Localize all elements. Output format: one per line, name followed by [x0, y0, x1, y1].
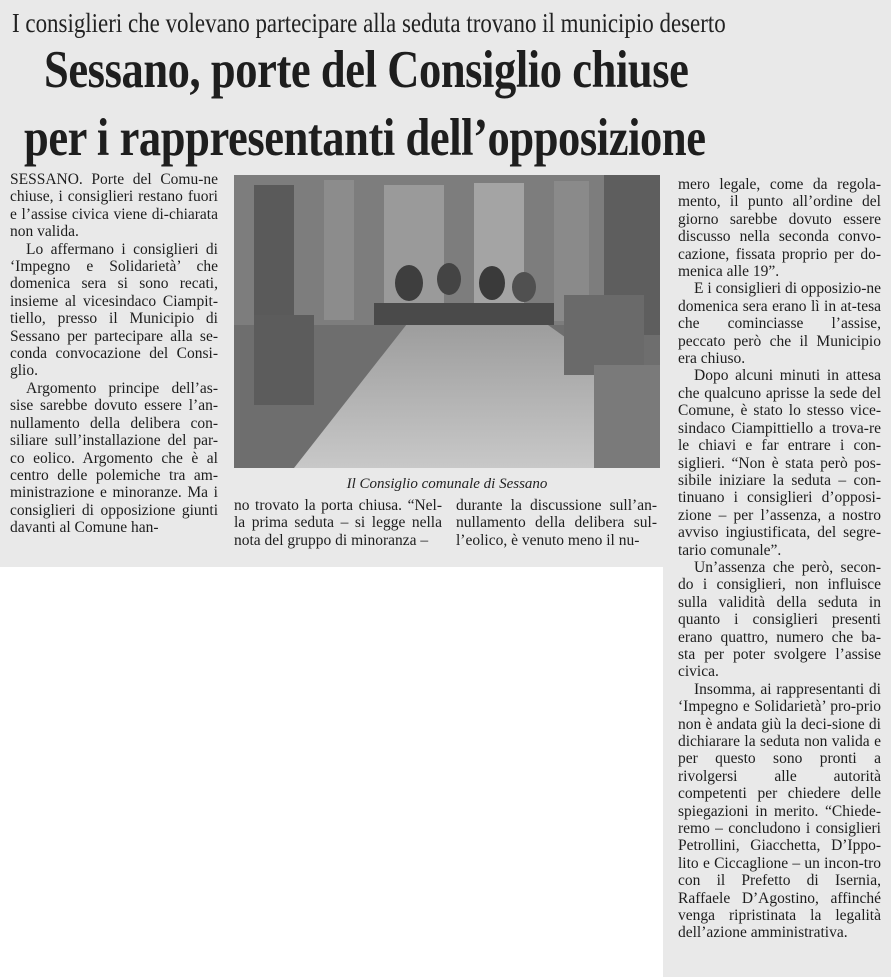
council-room-image: [234, 175, 660, 468]
article-column-4: [678, 176, 881, 942]
paragraph: mero legale, come da regola-mento, il punto all’ordine del giorno sarebbe dovuto essere discusso nella seconda convo-cazione, fissata proprio per do-menica alle 19”.: [678, 176, 881, 281]
article-kicker: I consiglieri che volevano partecipare alla seduta trovano il municipio deserto: [12, 8, 726, 38]
paragraph: SESSANO. Porte del Comu-ne chiuse, i consiglieri restano fuori e l’assise civica viene di-chiarata non valida.: [10, 171, 218, 241]
article-column-1: [10, 171, 218, 537]
headline-line-1: Sessano, porte del Consiglio chiuse: [44, 41, 689, 99]
paragraph: Insomma, ai rappresentanti di ‘Impegno e Solidarietà’ pro-prio non è andata giù la deci-sione di dichiarare la seduta non valida e per questo sono pronti a rivolgersi alle autorità competenti per chiedere delle spiegazioni in merito. “Chiede-remo – concludono i consiglieri Petrollini, Giacchetta, D’Ippo-lito e Ciccaglione – un incon-tro con il Prefetto di Isernia, Raffaele D’Agostino, affinché venga ripristinata la legalità dell’azione amministrativa.: [678, 680, 881, 942]
article-column-3: [456, 497, 657, 549]
photo-caption: Il Consiglio comunale di Sessano: [346, 476, 548, 492]
paragraph: Argomento principe dell’as-sise sarebbe dovuto essere l’an-nullamento della delibera con-siliare sull’installazione del par-co eolico. Argomento che è al centro delle polemiche tra am-ministrazione e minoranze. Ma i consiglieri di opposizione giunti davanti al Comune han-: [10, 379, 218, 537]
paragraph: Lo affermano i consiglieri di ‘Impegno e Solidarietà’ che domenica sera si sono recati, insieme al vicesindaco Ciampit-tiello, presso il Municipio di Sessano per partecipare alla se-conda convocazione del Consi-glio.: [10, 240, 218, 380]
paragraph: no trovato la porta chiusa. “Nel-la prima seduta – si legge nella nota del gruppo di minoranza –: [234, 497, 442, 549]
council-photo: [234, 175, 660, 468]
headline-line-2: per i rappresentanti dell’opposizione: [24, 109, 706, 167]
paragraph: durante la discussione sull’an-nullamento della delibera sul-l’eolico, è venuto meno il nu-: [456, 497, 657, 549]
paragraph: Un’assenza che però, secon-do i consiglieri, non influisce sulla validità della seduta in quanto i consiglieri presenti erano quattro, numero che ba-sta per poter svolgere l’assise civica.: [678, 558, 881, 681]
paragraph: Dopo alcuni minuti in attesa che qualcuno aprisse la sede del Comune, è stato lo stesso vice-sindaco Ciampittiello a trova-re le chiavi e far entrare i con-siglieri. “Non è stata però pos-sibile iniziare la seduta – con-tinuano i consiglieri d’opposi-zione – per l’assenza, a nostro avviso ingiustificata, del segre-tario comunale”.: [678, 367, 881, 559]
paragraph: E i consiglieri di opposizio-ne domenica sera erano lì in at-tesa che cominciasse l’assise, peccato però che il Municipio era chiuso.: [678, 280, 881, 368]
article-column-2: [234, 497, 442, 549]
